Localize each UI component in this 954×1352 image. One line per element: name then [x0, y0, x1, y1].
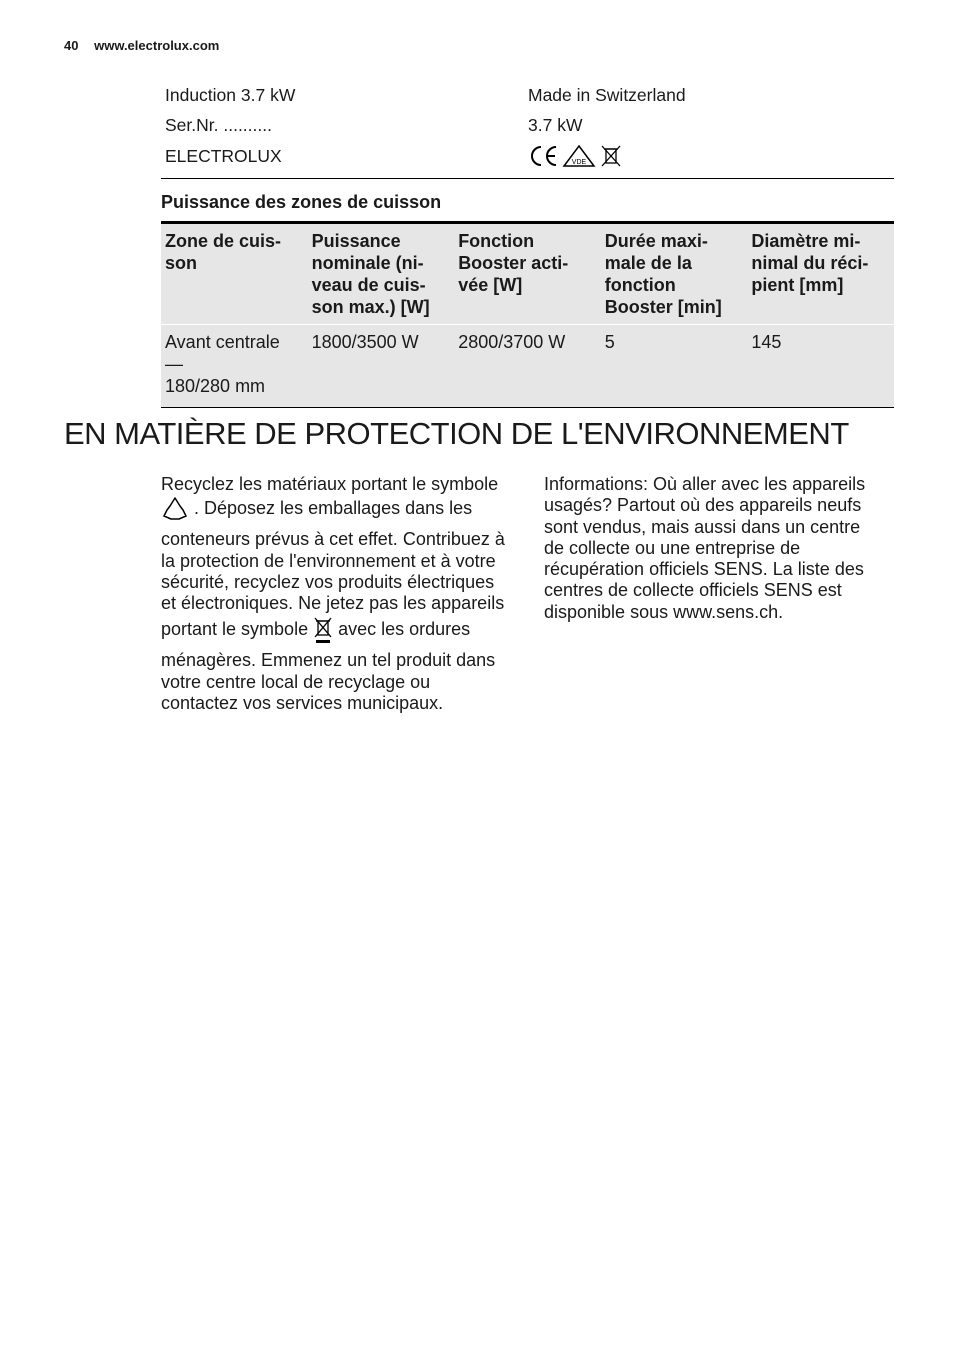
weee-bin-icon [313, 616, 333, 644]
table-row [161, 325, 894, 408]
column-header: Zone de cuis- son [161, 223, 308, 325]
section-heading: EN MATIÈRE DE PROTECTION DE L'ENVIRONNEMENT [64, 416, 849, 451]
recycle-paragraph-2: conteneurs prévus à cet effet. Contribuez à la protection de l'environnement et à votre sécurité, recyclez vos produits électriques et électroniques. Ne jetez pas les appareils [161, 529, 505, 614]
rating-plate [161, 80, 894, 179]
site-url: www.electrolux.com [94, 38, 220, 53]
text-fragment: Recyclez les matériaux portant le symbole [161, 474, 499, 494]
text-fragment: avec les ordures [338, 619, 471, 640]
certification-marks [528, 144, 894, 168]
weee-paragraph-2: ménagères. Emmenez un tel produit dans votre centre local de recyclage ou contactez vos services municipaux. [161, 650, 496, 714]
nominal-power-cell: 1800/3500 W [308, 325, 455, 408]
text-fragment: portant le symbole [161, 619, 309, 640]
environment-left-column [161, 474, 506, 714]
rating-row [161, 141, 894, 172]
vde-text: VDE [571, 159, 587, 167]
weee-paragraph [161, 616, 506, 644]
min-diameter-cell: 145 [747, 325, 894, 408]
zone-size: 180/280 mm [165, 376, 266, 396]
rating-cell: Ser.Nr. .......... [165, 115, 272, 136]
text-fragment: . Déposez les emballages dans les [194, 498, 473, 519]
recycle-paragraph [161, 474, 506, 523]
vde-mark-icon [562, 144, 596, 168]
rating-cell: ELECTROLUX [165, 145, 282, 166]
page-number: 40 [64, 38, 79, 53]
zone-name: Avant centrale [165, 332, 280, 352]
cooking-zones-table [161, 221, 894, 408]
booster-duration-cell: 5 [601, 325, 748, 408]
zone-cell [161, 325, 308, 408]
zones-title: Puissance des zones de cuisson [161, 192, 442, 212]
environment-right-column: Informations: Où aller avec les appareils usagés? Partout où des appareils neufs sont vendus, mais aussi dans un centre de collecte ou une entreprise de récupération officiels SENS. La liste des centres de collecte officiels SENS est disponible sous www.sens.ch. [544, 474, 866, 622]
ce-mark-icon [528, 144, 558, 168]
rating-row [161, 111, 894, 142]
rating-cell: 3.7 kW [528, 115, 583, 136]
table-header-row [161, 223, 894, 325]
column-header: Puissance nominale (ni- veau de cuis- son max.) [W] [308, 223, 455, 325]
rating-cell: Induction 3.7 kW [165, 84, 296, 105]
page-header [64, 38, 219, 53]
recycle-icon [161, 495, 189, 523]
rating-cell: Made in Switzerland [528, 84, 686, 105]
column-header: Diamètre mi- nimal du réci- pient [mm] [747, 223, 894, 325]
weee-bin-icon [600, 144, 622, 168]
column-header: Durée maxi- male de la fonction Booster [min] [601, 223, 748, 325]
column-header: Fonction Booster acti- vée [W] [454, 223, 601, 325]
zone-dash: — [165, 354, 183, 374]
rating-row [161, 80, 894, 111]
booster-power-cell: 2800/3700 W [454, 325, 601, 408]
